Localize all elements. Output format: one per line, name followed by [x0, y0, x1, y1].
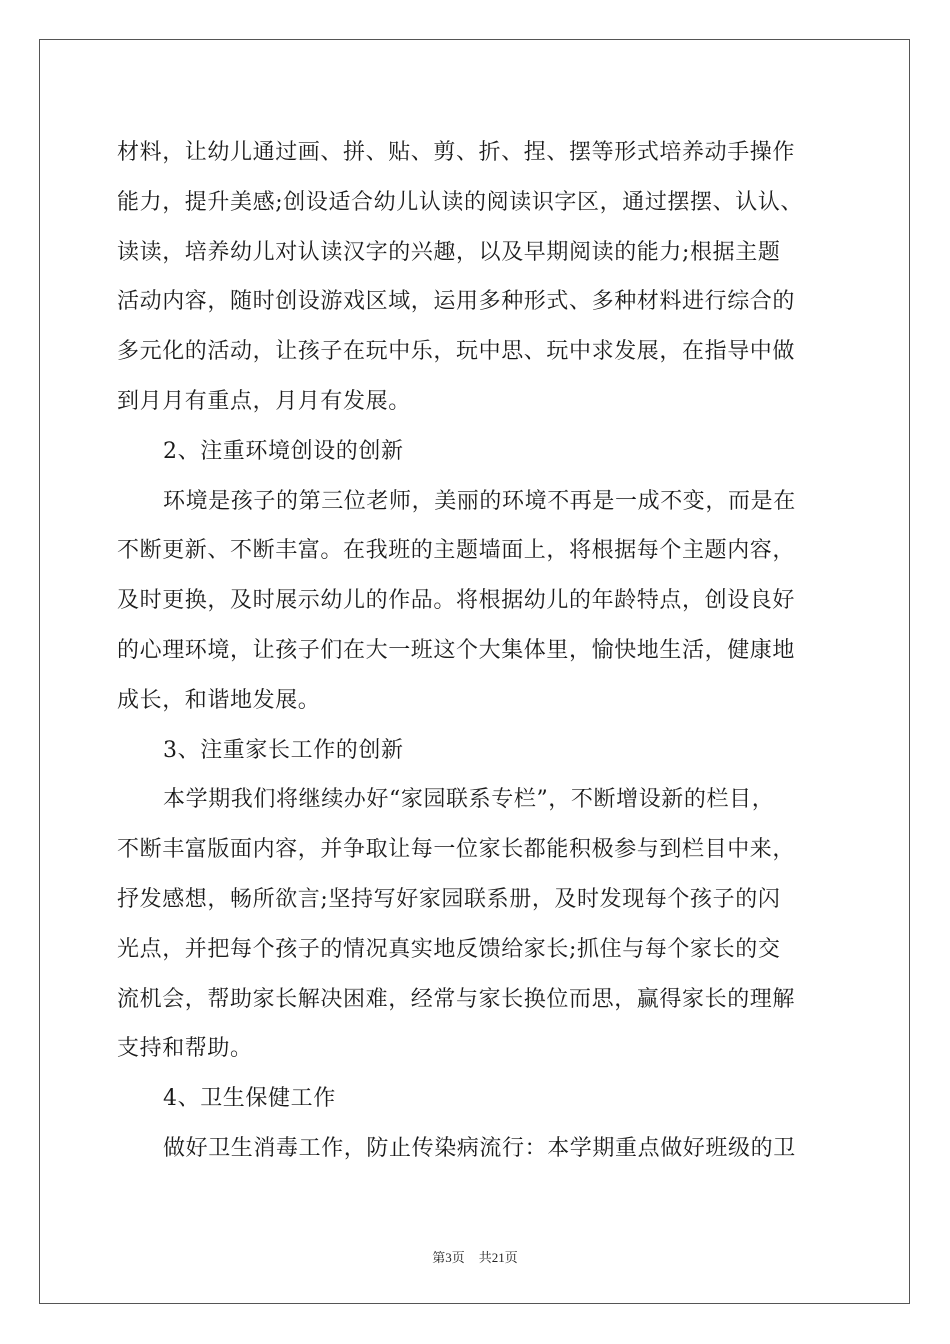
text-line-18: 流机会，帮助家长解决困难，经常与家长换位而思，赢得家长的理解 [117, 986, 796, 1012]
document-body [117, 128, 839, 1174]
section-heading-2: 2、注重环境创设的创新 [163, 438, 404, 464]
text-line-14: 本学期我们将继续办好“家园联系专栏”，不断增设新的栏目， [163, 787, 775, 813]
text-line-1: 材料，让幼儿通过画、拼、贴、剪、折、捏、摆等形式培养动手操作 [117, 140, 796, 165]
section-heading-4: 4、卫生保健工作 [163, 1086, 336, 1112]
page-footer [0, 1247, 950, 1266]
page-total: 共21页 [478, 1250, 518, 1265]
text-line-6: 到月月有重点，月月有发展。 [117, 388, 411, 414]
text-line-21: 做好卫生消毒工作，防止传染病流行：本学期重点做好班级的卫 [163, 1135, 796, 1161]
text-line-4: 活动内容，随时创设游戏区域，运用多种形式、多种材料进行综合的 [117, 289, 796, 315]
text-line-19: 支持和帮助。 [117, 1036, 253, 1062]
text-line-16: 抒发感想，畅所欲言;坚持写好家园联系册，及时发现每个孩子的闪 [117, 886, 781, 912]
page-number: 第3页 [432, 1250, 465, 1265]
text-line-10: 及时更换，及时展示幼儿的作品。将根据幼儿的年龄特点，创设良好 [117, 588, 796, 614]
text-line-12: 成长，和谐地发展。 [117, 687, 321, 713]
text-line-9: 不断更新、不断丰富。在我班的主题墙面上，将根据每个主题内容， [117, 538, 796, 564]
section-heading-3: 3、注重家长工作的创新 [163, 737, 404, 763]
text-line-3: 读读，培养幼儿对认读汉字的兴趣，以及早期阅读的能力;根据主题 [117, 239, 781, 265]
text-line-17: 光点，并把每个孩子的情况真实地反馈给家长;抓住与每个家长的交 [117, 936, 781, 962]
text-line-11: 的心理环境，让孩子们在大一班这个大集体里，愉快地生活，健康地 [117, 637, 796, 663]
text-line-15: 不断丰富版面内容，并争取让每一位家长都能积极参与到栏目中来， [117, 837, 796, 863]
text-line-8: 环境是孩子的第三位老师，美丽的环境不再是一成不变，而是在 [163, 488, 796, 514]
text-line-2: 能力，提升美感;创设适合幼儿认读的阅读识字区，通过摆摆、认认、 [117, 189, 804, 215]
text-line-5: 多元化的活动，让孩子在玩中乐，玩中思、玩中求发展，在指导中做 [117, 339, 796, 365]
